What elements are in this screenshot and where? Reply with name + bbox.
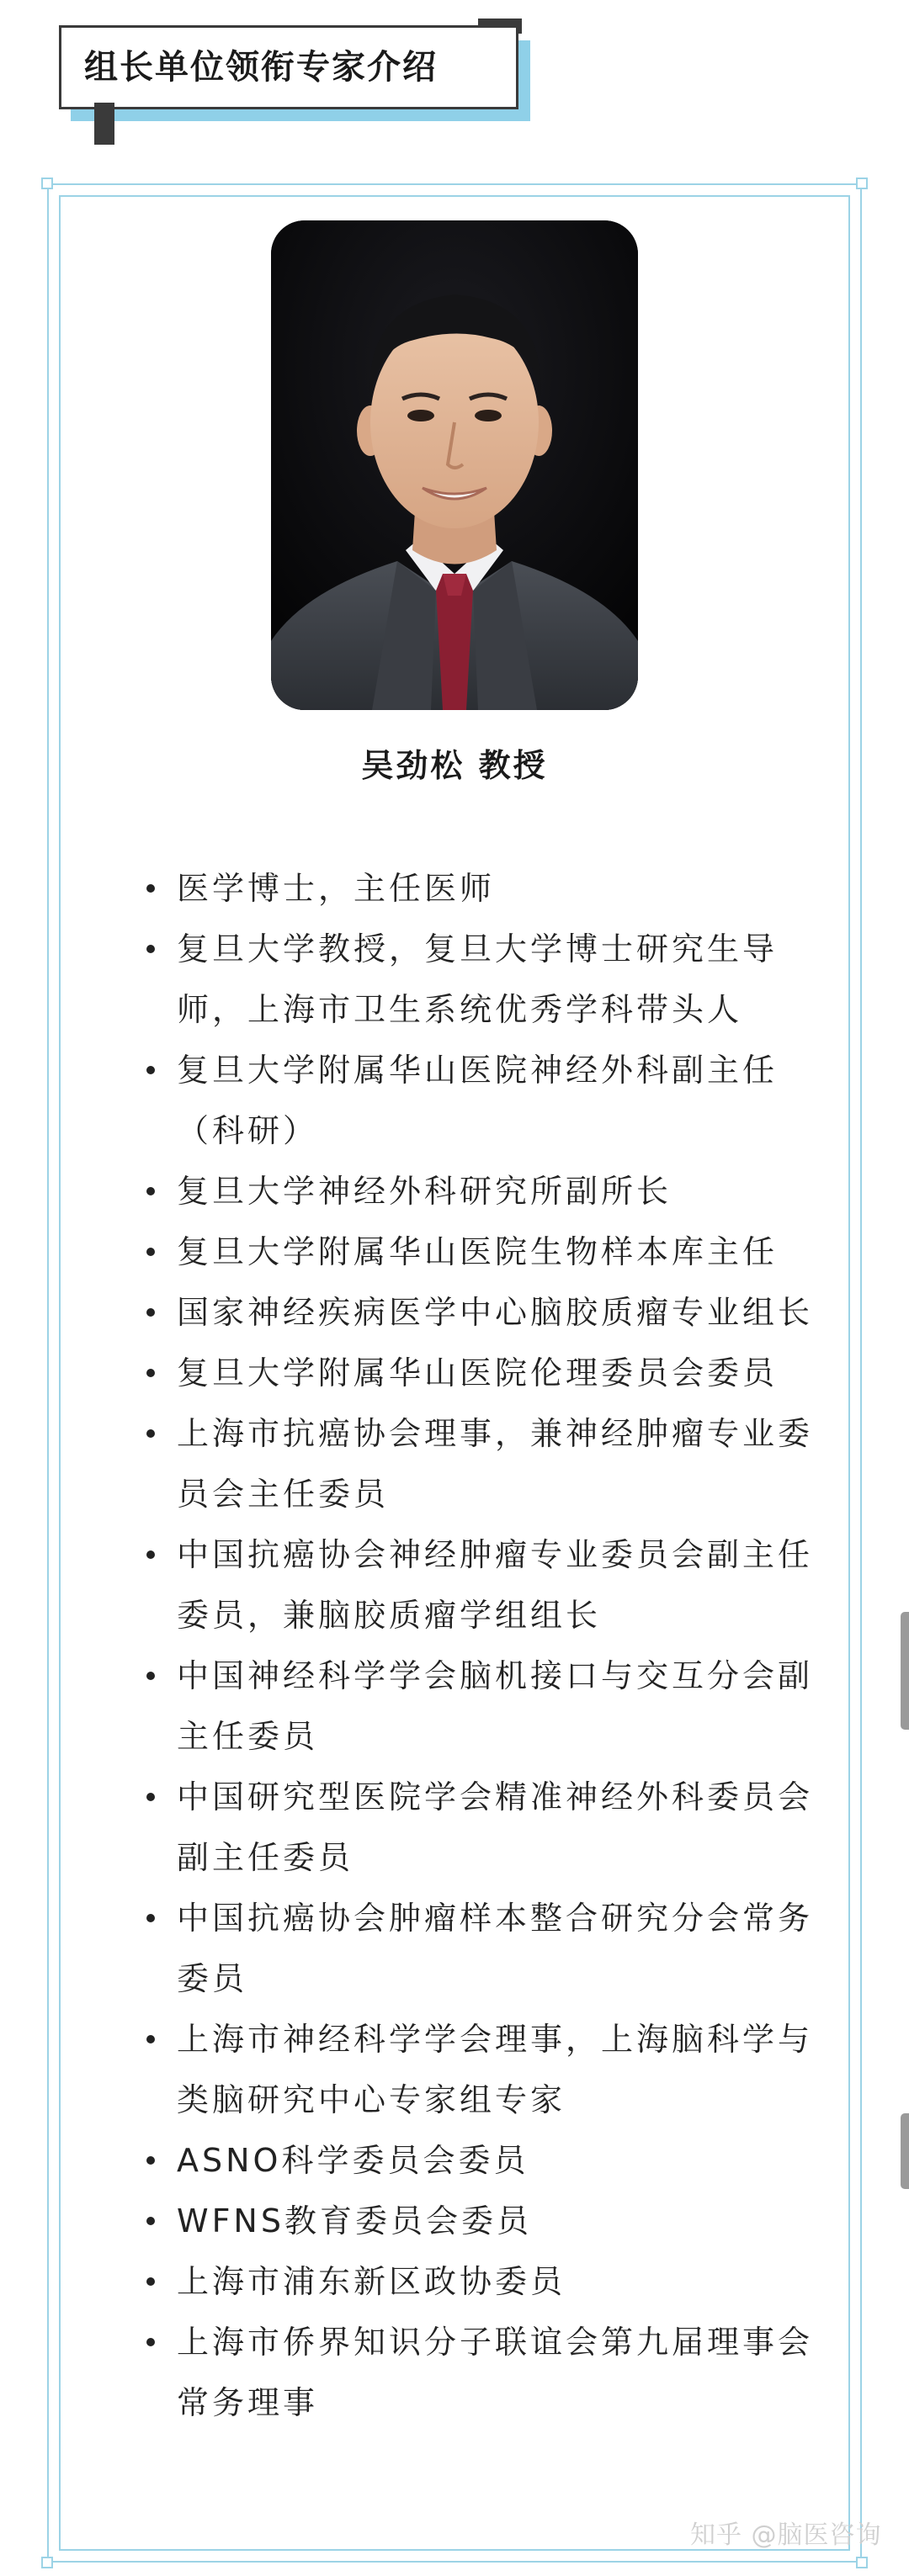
watermark-text: 知乎 @脑医咨询 bbox=[690, 2520, 882, 2550]
credential-item: 医学博士，主任医师 bbox=[135, 858, 825, 919]
credential-item: 上海市浦东新区政协委员 bbox=[135, 2251, 825, 2312]
credential-item: 复旦大学附属华山医院伦理委员会委员 bbox=[135, 1343, 825, 1403]
portrait-photo bbox=[271, 220, 638, 710]
credential-item: 中国神经科学学会脑机接口与交互分会副主任委员 bbox=[135, 1646, 825, 1767]
portrait-illustration bbox=[271, 220, 638, 710]
scroll-indicator-upper[interactable] bbox=[901, 1612, 909, 1730]
header-accent-bottom bbox=[94, 103, 114, 145]
frame-corner-bottom-left bbox=[41, 2557, 53, 2568]
frame-corner-top-right bbox=[856, 178, 868, 189]
frame-corner-top-left bbox=[41, 178, 53, 189]
credential-item: 上海市侨界知识分子联谊会第九届理事会常务理事 bbox=[135, 2312, 825, 2433]
credential-item: 国家神经疾病医学中心脑胶质瘤专业组长 bbox=[135, 1282, 825, 1343]
section-header bbox=[0, 0, 909, 151]
credential-item: 复旦大学教授，复旦大学博士研究生导师，上海市卫生系统优秀学科带头人 bbox=[135, 919, 825, 1040]
frame-corner-bottom-right bbox=[856, 2557, 868, 2568]
credential-item: 中国研究型医院学会精准神经外科委员会副主任委员 bbox=[135, 1767, 825, 1888]
credential-item: 复旦大学附属华山医院神经外科副主任（科研） bbox=[135, 1040, 825, 1161]
expert-name: 吴劲松 教授 bbox=[361, 747, 548, 784]
credential-list bbox=[135, 858, 825, 2433]
credential-item: 复旦大学神经外科研究所副所长 bbox=[135, 1161, 825, 1222]
credential-item: 上海市神经科学学会理事，上海脑科学与类脑研究中心专家组专家 bbox=[135, 2009, 825, 2130]
credential-item: 中国抗癌协会神经肿瘤专业委员会副主任委员，兼脑胶质瘤学组组长 bbox=[135, 1524, 825, 1646]
scroll-indicator-lower[interactable] bbox=[901, 2113, 909, 2189]
credential-item: WFNS教育委员会委员 bbox=[135, 2191, 825, 2251]
credential-item: 上海市抗癌协会理事，兼神经肿瘤专业委员会主任委员 bbox=[135, 1403, 825, 1524]
credential-item: ASNO科学委员会委员 bbox=[135, 2130, 825, 2191]
section-title: 组长单位领衔专家介绍 bbox=[84, 48, 438, 87]
credential-item: 复旦大学附属华山医院生物样本库主任 bbox=[135, 1222, 825, 1282]
credential-item: 中国抗癌协会肿瘤样本整合研究分会常务委员 bbox=[135, 1888, 825, 2009]
